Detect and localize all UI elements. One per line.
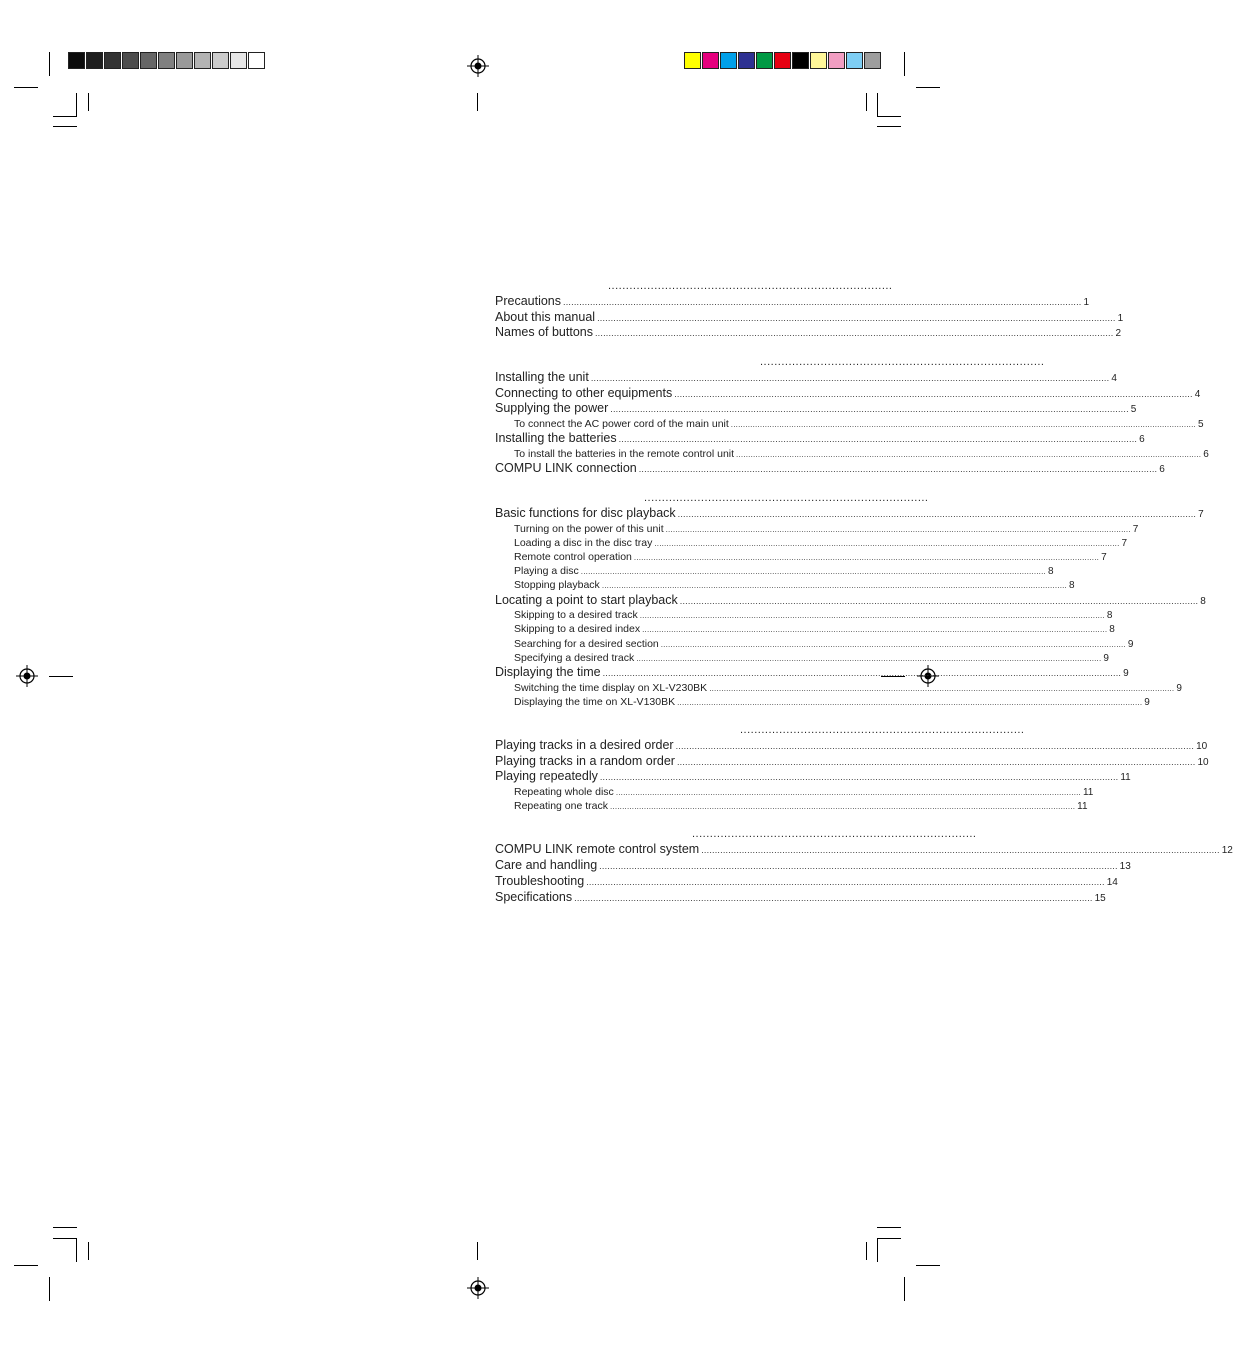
toc-page-number: 15 [1094, 892, 1106, 904]
dot-leader [642, 623, 1107, 637]
toc-entry-title: Installing the batteries [495, 431, 617, 446]
toc-subentry[interactable] [495, 522, 1139, 536]
toc-subentry[interactable] [495, 799, 1088, 813]
toc-entry[interactable] [495, 431, 1145, 447]
dot-leader [666, 523, 1131, 537]
dot-leader [639, 462, 1158, 478]
dot-leader [581, 565, 1046, 579]
dot-leader [634, 551, 1099, 565]
dot-leader [731, 418, 1196, 432]
toc-entry-title: To connect the AC power cord of the main unit [514, 418, 729, 431]
dot-leader [603, 666, 1122, 682]
toc-page-number: 9 [1123, 667, 1129, 679]
dot-leader [599, 859, 1118, 875]
color-swatch [792, 52, 809, 69]
toc-page-number: 9 [1103, 652, 1109, 664]
toc-subentry[interactable] [495, 785, 1094, 799]
toc-page-number: 8 [1200, 595, 1206, 607]
toc-entry-title: Precautions [495, 294, 562, 308]
toc-entry[interactable] [495, 505, 1204, 522]
toc-page-number: 11 [1120, 772, 1131, 784]
toc-entry[interactable] [495, 401, 1137, 417]
color-swatch [738, 52, 755, 69]
toc-entry-title: Searching for a desired section [514, 637, 659, 650]
toc-entry-title: Troubleshooting [495, 873, 585, 888]
toc-page-number: 9 [1176, 682, 1182, 694]
gray-swatch [194, 52, 211, 69]
section-gap [495, 709, 814, 722]
gray-swatch [104, 52, 121, 69]
toc-page-number: 8 [1109, 624, 1115, 636]
toc-entry-title: Switching the time display on XL-V230BK [514, 681, 708, 694]
dot-leader [677, 696, 1142, 710]
toc-entry-title: Loading a disc in the disc tray [514, 536, 653, 549]
dot-leader [654, 537, 1119, 551]
toc-entry[interactable] [495, 385, 1201, 402]
toc-subentry[interactable] [495, 447, 1209, 461]
section-heading-leader [495, 278, 893, 294]
dot-leader: ................................................................................ [740, 724, 1025, 736]
toc-page-number: 7 [1121, 537, 1128, 549]
toc-subentry[interactable] [495, 578, 1075, 592]
gray-swatch [158, 52, 175, 69]
gray-swatch [86, 52, 103, 69]
dot-leader: ................................................................................ [644, 491, 929, 504]
toc-page-number: 13 [1119, 861, 1131, 873]
toc-entry[interactable] [495, 753, 1209, 770]
toc-entry-title: COMPU LINK connection [495, 461, 637, 476]
dot-leader [597, 311, 1116, 327]
dot-leader: ................................................................................ [608, 280, 893, 292]
toc-entry-title: To install the batteries in the remote control unit [514, 448, 735, 460]
toc-entry-title: Basic functions for disc playback [495, 505, 676, 520]
toc-page-number: 11 [1077, 801, 1088, 813]
section-heading-leader [495, 354, 1045, 370]
color-swatch [846, 52, 863, 69]
toc-entry[interactable] [495, 873, 1118, 890]
toc-subentry[interactable] [495, 681, 1182, 695]
toc-subentry[interactable] [495, 564, 1054, 578]
color-swatch [810, 52, 827, 69]
toc-page-number: 5 [1197, 419, 1204, 431]
color-swatch [720, 52, 737, 69]
toc-entry-title: Playing a disc [514, 565, 579, 578]
toc-entry-title: Connecting to other equipments [495, 385, 673, 400]
dot-leader [701, 843, 1220, 859]
toc-entry-title: Displaying the time on XL-V130BK [514, 695, 676, 708]
dot-leader: ................................................................................ [692, 828, 977, 841]
section-heading-leader [495, 826, 977, 842]
color-swatch [756, 52, 773, 69]
toc-entry[interactable] [495, 769, 1131, 785]
toc-entry-title: Skipping to a desired index [514, 623, 641, 636]
toc-subentry[interactable] [495, 417, 1204, 431]
toc-page-number: 5 [1130, 404, 1137, 416]
toc-page-number: 2 [1115, 328, 1122, 340]
toc-entry[interactable] [495, 842, 1233, 858]
toc-entry-title: Repeating whole disc [514, 786, 614, 799]
toc-subentry[interactable] [495, 608, 1113, 622]
toc-entry-title: Remote control operation [514, 550, 632, 563]
toc-subentry[interactable] [495, 536, 1128, 550]
toc-entry-title: Turning on the power of this unit [514, 522, 664, 535]
gray-swatch [176, 52, 193, 69]
toc-entry-title: Playing tracks in a random order [495, 753, 675, 768]
section-gap [495, 477, 814, 490]
toc-entry-title: Care and handling [495, 858, 598, 873]
toc-entry-title: COMPU LINK remote control system [495, 842, 700, 857]
toc-subentry[interactable] [495, 695, 1150, 709]
toc-entry-title: Playing tracks in a desired order [495, 738, 674, 752]
dot-leader [574, 891, 1093, 907]
toc-page-number: 1 [1117, 312, 1124, 324]
dot-leader [676, 739, 1195, 755]
gray-swatch [122, 52, 139, 69]
toc-entry-title: Skipping to a desired track [514, 609, 638, 622]
dot-leader [640, 609, 1105, 623]
dot-leader [602, 579, 1067, 593]
toc-page-number: 8 [1068, 580, 1075, 592]
toc-page-number: 6 [1203, 449, 1209, 460]
dot-leader [563, 295, 1082, 311]
toc-entry[interactable] [495, 664, 1129, 681]
color-swatch [684, 52, 701, 69]
toc-page-number: 12 [1221, 845, 1233, 857]
dot-leader [619, 432, 1138, 448]
registration-mark-icon [467, 55, 489, 77]
toc-page-number: 6 [1159, 464, 1165, 476]
toc-entry-title: Specifying a desired track [514, 651, 635, 664]
gray-swatch [248, 52, 265, 69]
dot-leader [610, 800, 1075, 814]
toc-page-number: 6 [1139, 434, 1145, 446]
toc-subentry[interactable] [495, 622, 1115, 636]
toc-subentry[interactable] [495, 550, 1107, 564]
dot-leader [677, 755, 1196, 771]
dot-leader [680, 594, 1199, 610]
toc-page-number: 10 [1196, 741, 1208, 752]
toc-page-number: 8 [1106, 610, 1113, 622]
registration-mark-icon [16, 665, 38, 687]
section-heading-leader [495, 722, 1025, 738]
dot-leader [586, 875, 1105, 891]
color-swatch [774, 52, 791, 69]
gray-swatch [230, 52, 247, 69]
dot-leader: ................................................................................ [760, 356, 1045, 369]
dot-leader [595, 326, 1114, 342]
toc-entry-title: Displaying the time [495, 664, 601, 679]
color-swatch [864, 52, 881, 69]
dot-leader [709, 682, 1174, 696]
toc-page-number: 7 [1198, 508, 1204, 520]
toc-page-number: 4 [1111, 373, 1117, 385]
toc-entry-title: Playing repeatedly [495, 769, 598, 784]
dot-leader [678, 507, 1197, 523]
toc-page-number: 10 [1197, 756, 1209, 768]
section-gap [495, 341, 814, 354]
grayscale-color-bar [68, 52, 266, 69]
gray-swatch [140, 52, 157, 69]
dot-leader [661, 638, 1126, 652]
color-swatch [702, 52, 719, 69]
toc-page-number: 4 [1194, 388, 1201, 400]
section-heading-leader [495, 490, 929, 506]
toc-subentry[interactable] [495, 651, 1109, 665]
toc-entry-title: Names of buttons [495, 325, 593, 340]
toc-page-number: 8 [1047, 566, 1054, 578]
toc-entry[interactable] [495, 461, 1165, 477]
toc-entry[interactable] [495, 858, 1131, 874]
toc-entry[interactable] [495, 738, 1208, 754]
dot-leader [636, 652, 1101, 666]
table-of-contents [495, 278, 1233, 905]
color-swatch [828, 52, 845, 69]
toc-entry[interactable] [495, 325, 1122, 341]
toc-page-number: 11 [1082, 787, 1094, 799]
dot-leader [600, 770, 1119, 786]
toc-entry-title: Supplying the power [495, 401, 609, 416]
dot-leader [610, 402, 1129, 418]
toc-page-number: 9 [1144, 696, 1150, 708]
registration-mark-icon [467, 1277, 489, 1299]
toc-page-number: 7 [1132, 523, 1139, 535]
toc-entry[interactable] [495, 370, 1117, 386]
dot-leader [674, 387, 1193, 403]
dot-leader [591, 371, 1110, 387]
toc-entry[interactable] [495, 592, 1206, 609]
toc-entry-title: Repeating one track [514, 800, 608, 813]
gray-swatch [68, 52, 85, 69]
toc-entry-title: Specifications [495, 889, 573, 904]
toc-entry-title: About this manual [495, 309, 596, 324]
toc-entry-title: Installing the unit [495, 370, 589, 385]
toc-page-number: 7 [1101, 551, 1107, 563]
toc-subentry[interactable] [495, 637, 1134, 651]
toc-page-number: 1 [1083, 297, 1090, 308]
dot-leader [616, 786, 1081, 800]
gray-swatch [212, 52, 229, 69]
toc-page-number: 14 [1106, 876, 1118, 888]
dot-leader [736, 448, 1201, 462]
toc-entry-title: Locating a point to start playback [495, 592, 678, 607]
toc-entry[interactable] [495, 889, 1106, 906]
toc-page-number: 9 [1127, 638, 1134, 650]
section-gap [495, 813, 814, 826]
toc-entry-title: Stopping playback [514, 579, 600, 592]
toc-entry[interactable] [495, 309, 1124, 326]
toc-entry[interactable] [495, 294, 1090, 310]
process-color-bar [684, 52, 882, 69]
